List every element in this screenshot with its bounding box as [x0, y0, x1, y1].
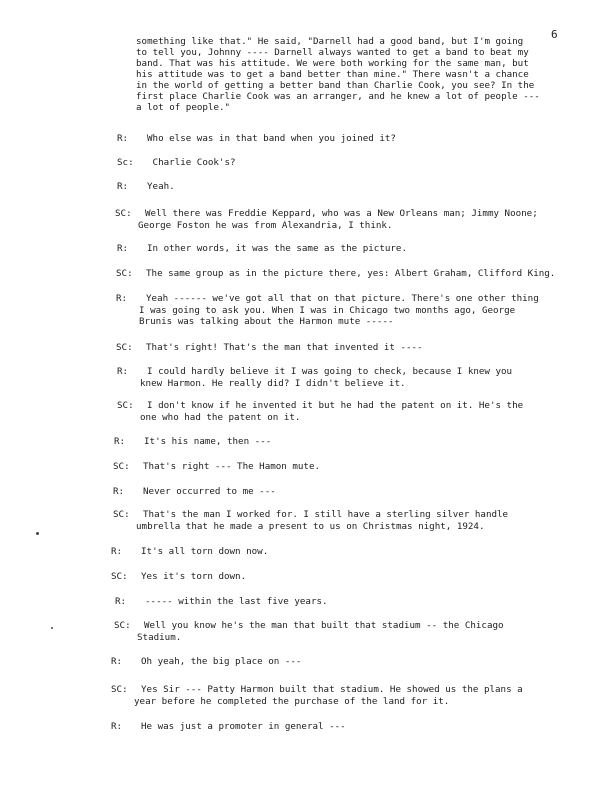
intro-paragraph — [136, 36, 556, 113]
dialogue-turn — [111, 656, 301, 668]
dialogue-turn — [117, 243, 407, 255]
dialogue-line: Never occurred to me --- — [143, 486, 276, 497]
intro-line: a lot of people." — [136, 102, 231, 113]
intro-line: to tell you, Johnny ---- Darnell always wanted to get a band to beat my — [136, 47, 529, 58]
dialogue-turn — [111, 546, 268, 558]
dialogue-line: ----- within the last five years. — [145, 596, 328, 607]
scan-speck — [51, 627, 53, 629]
speaker-label: R: — [111, 546, 123, 557]
speaker-label: SC: — [113, 509, 130, 520]
intro-line: band. That was his attitude. We were both working for the same man, but — [136, 58, 529, 69]
intro-line: first place Charlie Cook was an arranger, and he knew a lot of people --- — [136, 91, 540, 102]
dialogue-turn — [113, 461, 320, 473]
speaker-label: R: — [114, 436, 126, 447]
dialogue-line: Well there was Freddie Keppard, who was a New Orleans man; Jimmy Noone; — [145, 208, 538, 219]
speaker-label: R: — [115, 596, 127, 607]
speaker-label: R: — [117, 133, 129, 144]
intro-line: something like that." He said, "Darnell had a good band, but I'm going — [136, 36, 524, 47]
dialogue-turn — [111, 721, 346, 733]
speaker-label: SC: — [116, 342, 133, 353]
dialogue-line: Brunis was talking about the Harmon mute ----- — [139, 316, 394, 327]
dialogue-line: Stadium. — [137, 631, 182, 643]
dialogue-line: Yeah ------ we've got all that on that picture. There's one other thing — [146, 293, 539, 304]
dialogue-line: Charlie Cook's? — [147, 157, 236, 168]
dialogue-line: year before he completed the purchase of the land for it. — [134, 695, 450, 707]
speaker-label: SC: — [111, 571, 128, 582]
dialogue-turn — [114, 620, 504, 643]
dialogue-turn — [111, 571, 246, 583]
dialogue-line: Yes Sir --- Patty Harmon built that stadium. He showed us the plans a — [141, 684, 523, 695]
dialogue-line: I could hardly believe it I was going to check, because I knew you — [147, 366, 513, 377]
speaker-label: R: — [111, 656, 123, 667]
dialogue-line: He was just a promoter in general --- — [141, 721, 346, 732]
dialogue-line: It's all torn down now. — [141, 546, 269, 557]
dialogue-turn — [113, 486, 276, 498]
dialogue-line: one who had the patent on it. — [140, 411, 301, 423]
dialogue-line: That's the man I worked for. I still have a sterling silver handle — [143, 509, 509, 520]
speaker-label: Sc: — [117, 157, 134, 168]
dialogue-line: umbrella that he made a present to us on Christmas night, 1924. — [136, 520, 485, 532]
speaker-label: SC: — [114, 620, 131, 631]
intro-line: in the world of getting a better band than Charlie Cook, you see? In the — [136, 80, 535, 91]
dialogue-turn — [117, 366, 512, 389]
speaker-label: SC: — [115, 208, 132, 219]
dialogue-turn — [115, 596, 328, 608]
dialogue-line: The same group as in the picture there, yes: Albert Graham, Clifford King. — [146, 268, 556, 279]
dialogue-line: Oh yeah, the big place on --- — [141, 656, 302, 667]
intro-line: his attitude was to get a band better than mine." There wasn't a chance — [136, 69, 529, 80]
dialogue-turn — [116, 293, 539, 328]
dialogue-turn — [115, 208, 538, 231]
dialogue-turn — [113, 509, 508, 532]
speaker-label: R: — [117, 366, 129, 377]
speaker-label: R: — [113, 486, 125, 497]
dialogue-turn — [111, 684, 523, 707]
page-number: 6 — [551, 28, 558, 41]
dialogue-turn — [117, 400, 523, 423]
speaker-label: R: — [117, 181, 129, 192]
dialogue-line: That's right! That's the man that invented it ---- — [146, 342, 423, 353]
speaker-label: SC: — [117, 400, 134, 411]
speaker-label: SC: — [111, 684, 128, 695]
dialogue-line: I was going to ask you. When I was in Chicago two months ago, George — [139, 304, 516, 316]
dialogue-line: It's his name, then --- — [144, 436, 272, 447]
dialogue-turn — [117, 181, 175, 193]
dialogue-line: Well you know he's the man that built that stadium -- the Chicago — [144, 620, 504, 631]
dialogue-line: In other words, it was the same as the picture. — [147, 243, 407, 254]
dialogue-line: Who else was in that band when you joined it? — [147, 133, 396, 144]
dialogue-line: Yes it's torn down. — [141, 571, 247, 582]
dialogue-turn — [117, 157, 236, 169]
dialogue-turn — [116, 342, 423, 354]
dialogue-line: knew Harmon. He really did? I didn't believe it. — [140, 377, 406, 389]
dialogue-turn — [117, 133, 396, 145]
speaker-label: R: — [117, 243, 129, 254]
dialogue-line: I don't know if he invented it but he had the patent on it. He's the — [147, 400, 524, 411]
dialogue-line: Yeah. — [147, 181, 175, 192]
dialogue-line: That's right --- The Hamon mute. — [143, 461, 321, 472]
dialogue-line: George Foston he was from Alexandria, I think. — [138, 219, 393, 231]
speaker-label: SC: — [116, 268, 133, 279]
speaker-label: R: — [116, 293, 128, 304]
dialogue-turn — [114, 436, 271, 448]
dialogue-turn — [116, 268, 555, 280]
speaker-label: SC: — [113, 461, 130, 472]
scan-speck — [36, 532, 39, 535]
speaker-label: R: — [111, 721, 123, 732]
